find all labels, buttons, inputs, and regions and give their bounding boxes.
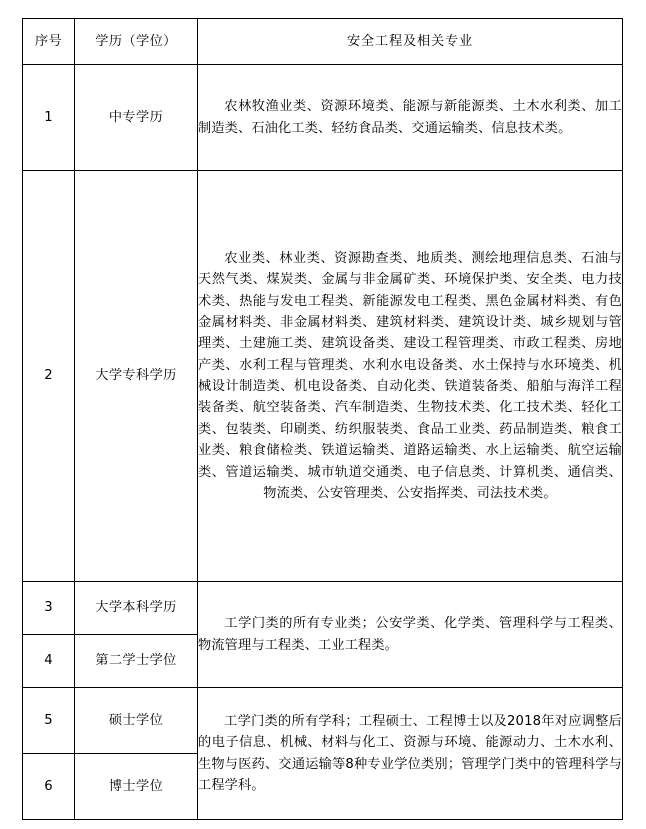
- table-row: [23, 65, 623, 171]
- row-major-bachelor-group: [198, 582, 623, 688]
- table-row: [23, 171, 623, 582]
- table-row: [23, 582, 623, 635]
- row-major-2: [198, 171, 623, 582]
- row-no-2: 2: [23, 171, 75, 582]
- column-header-major: 安全工程及相关专业: [198, 19, 623, 65]
- row-no-1: 1: [23, 65, 75, 171]
- row-education-1: 中专学历: [75, 65, 198, 171]
- row-education-3: 大学本科学历: [75, 582, 198, 635]
- table-header-row: [23, 19, 623, 65]
- row-major-1-text: 农林牧渔业类、资源环境类、能源与新能源类、土木水利类、加工制造类、石油化工类、轻纺食品类、交通运输类、信息技术类。: [198, 99, 622, 136]
- column-header-no: 序号: [23, 19, 75, 65]
- row-major-bachelor-group-text: 工学门类的所有专业类；公安学类、化学类、管理科学与工程类、物流管理与工程类、工业工程类。: [198, 616, 622, 653]
- row-no-4: 4: [23, 635, 75, 688]
- column-header-education: 学历（学位）: [75, 19, 198, 65]
- row-major-graduate-group-text: 工学门类的所有学科；工程硕士、工程博士以及2018年对应调整后的电子信息、机械、材料与化工、资源与环境、能源动力、土木水利、生物与医药、交通运输等8种专业学位类别；管理学门类中的管理科学与工程学科。: [198, 713, 622, 793]
- row-no-6: 6: [23, 754, 75, 820]
- row-education-5: 硕士学位: [75, 688, 198, 754]
- row-education-4: 第二学士学位: [75, 635, 198, 688]
- row-major-1: [198, 65, 623, 171]
- row-education-6: 博士学位: [75, 754, 198, 820]
- row-no-3: 3: [23, 582, 75, 635]
- row-major-2-text: 农业类、林业类、资源勘查类、地质类、测绘地理信息类、石油与天然气类、煤炭类、金属与非金属矿类、环境保护类、安全类、电力技术类、热能与发电工程类、新能源发电工程类、黑色金属材料类、有色金属材料类、非金属材料类、建筑材料类、建筑设计类、城乡规划与管理类、土建施工类、建筑设备类、建设工程管理类、市政工程类、房地产类、水利工程与管理类、水利水电设备类、水土保持与水环境类、机械设计制造类、机电设备类、自动化类、铁道装备类、船舶与海洋工程装备类、航空装备类、汽车制造类、生物技术类、化工技术类、轻化工类、包装类、印刷类、纺织服装类、食品工业类、药品制造类、粮食工业类、粮食储检类、铁道运输类、道路运输类、水上运输类、航空运输类、管道运输类、城市轨道交通类、电子信息类、计算机类、通信类、物流类、公安管理类、公安指挥类、司法技术类。: [198, 250, 622, 501]
- row-education-2: 大学专科学历: [75, 171, 198, 582]
- table-row: [23, 688, 623, 754]
- qualification-table: [22, 18, 623, 820]
- row-no-5: 5: [23, 688, 75, 754]
- row-major-graduate-group: [198, 688, 623, 820]
